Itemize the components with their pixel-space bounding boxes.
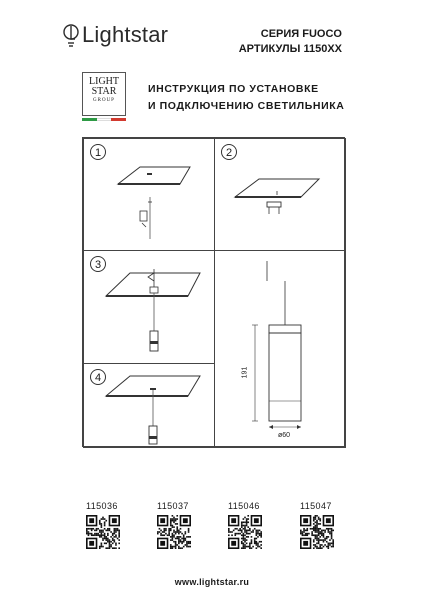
italian-flag-stripe [82,118,126,121]
dimension-diameter: ø60 [278,432,291,439]
lightstar-logo-icon [62,22,80,50]
group-logo-line1: LIGHT [89,76,119,87]
article-number: 115046 [228,501,260,511]
step-2-panel [214,138,346,251]
step-2-illustration [215,139,347,252]
website-link[interactable]: www.lightstar.ru [174,577,250,587]
brand-name: Lightstar [82,22,169,47]
light-star-group-logo [82,72,126,116]
group-logo-line2: STAR [91,86,117,97]
step-3-panel [83,250,215,364]
qr-code-icon[interactable] [300,515,334,549]
series-label: СЕРИЯ FUOCO [260,28,342,40]
step-4-illustration [84,364,216,449]
article-number: 115037 [157,501,189,511]
step-number: 4 [90,369,106,385]
step-number: 3 [90,256,106,272]
step-number: 1 [90,144,106,160]
step-1-illustration [84,139,216,252]
articles-label: АРТИКУЛЫ 1150XX [238,43,342,55]
dimension-drawing [215,251,347,449]
step-1-panel [83,138,215,251]
group-logo-line3: GROUP [93,98,115,103]
instruction-grid [82,137,345,447]
dimension-height: 191 [241,366,249,379]
qr-code-icon[interactable] [228,515,262,549]
article-number: 115036 [86,501,118,511]
title-line1: ИНСТРУКЦИЯ ПО УСТАНОВКЕ [148,83,319,95]
step-4-panel [83,363,215,448]
qr-code-icon[interactable] [86,515,120,549]
dimensions-panel [214,250,346,448]
page-title [148,81,344,115]
series-block [239,27,342,57]
step-3-illustration [84,251,216,365]
step-number: 2 [221,144,237,160]
qr-code-icon[interactable] [157,515,191,549]
article-number: 115047 [300,501,332,511]
title-line2: И ПОДКЛЮЧЕНИЮ СВЕТИЛЬНИКА [148,100,345,112]
